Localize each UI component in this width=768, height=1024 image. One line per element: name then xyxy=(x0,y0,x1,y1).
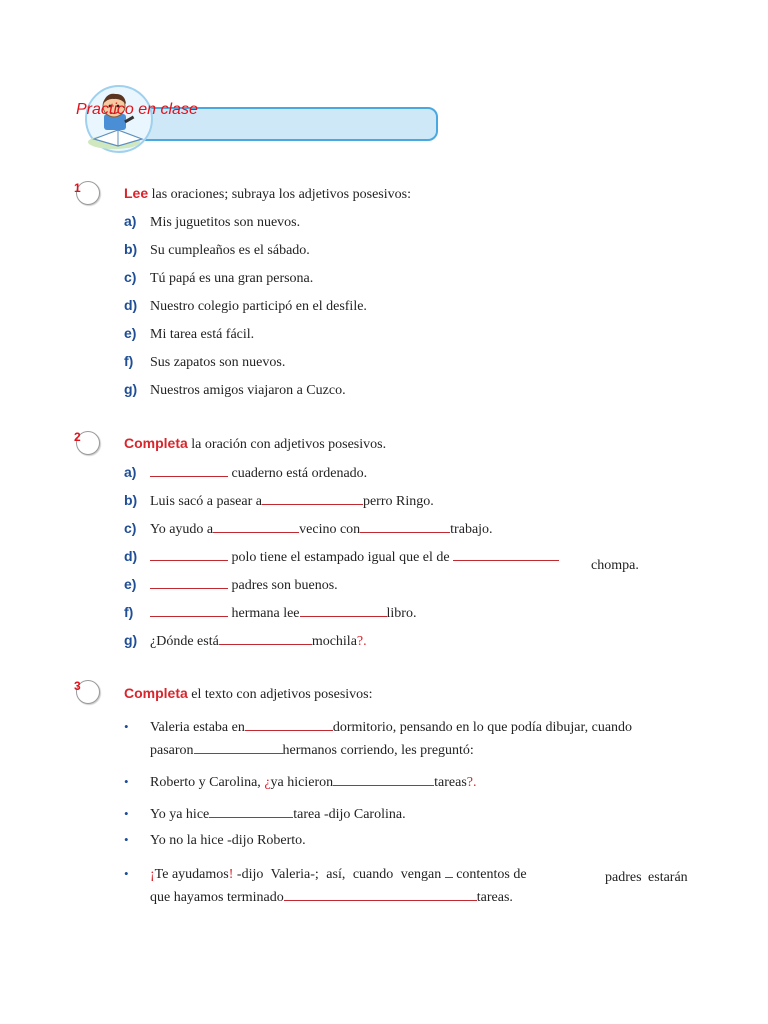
answer-blank[interactable] xyxy=(360,519,450,533)
item-text: Yo no la hice -dijo Roberto. xyxy=(150,833,306,848)
item-label: g) xyxy=(124,381,138,397)
item-text: que hayamos terminado xyxy=(150,890,284,905)
answer-blank[interactable] xyxy=(194,740,283,754)
item-text: hermana lee xyxy=(231,606,300,621)
answer-blank[interactable] xyxy=(219,631,312,645)
bullet-icon: • xyxy=(124,806,129,821)
item-text: contentos de xyxy=(456,867,527,882)
item-text: Mis juguetitos son nuevos. xyxy=(150,215,301,230)
item-label: g) xyxy=(124,632,138,648)
list-item xyxy=(124,297,367,315)
item-label: a) xyxy=(124,213,137,229)
item-label: b) xyxy=(124,241,138,257)
item-punctuation: ?. xyxy=(356,634,367,649)
item-punctuation: ¿ xyxy=(264,775,271,790)
item-text: tareas. xyxy=(476,890,513,905)
answer-blank[interactable] xyxy=(284,887,477,901)
answer-blank[interactable] xyxy=(209,804,293,818)
list-item xyxy=(124,381,346,399)
item-label: b) xyxy=(124,492,138,508)
list-item xyxy=(124,463,367,482)
instruction-text: la oración con adjetivos posesivos. xyxy=(191,437,387,452)
list-item xyxy=(124,241,310,259)
instruction-text: el texto con adjetivos posesivos: xyxy=(191,687,373,702)
answer-blank[interactable] xyxy=(150,547,228,561)
answer-blank[interactable] xyxy=(245,717,333,731)
item-label: d) xyxy=(124,548,138,564)
list-item xyxy=(124,325,254,343)
list-item xyxy=(124,631,367,650)
list-item xyxy=(124,772,477,791)
answer-blank[interactable] xyxy=(300,603,387,617)
list-item xyxy=(124,575,338,594)
list-item xyxy=(124,269,313,287)
item-text: Sus zapatos son nuevos. xyxy=(150,355,286,370)
item-text: tareas xyxy=(434,775,467,790)
item-label: d) xyxy=(124,297,138,313)
list-item xyxy=(124,491,434,510)
instruction-text: las oraciones; subraya los adjetivos posesivos: xyxy=(151,187,411,202)
item-label: c) xyxy=(124,269,137,285)
student-reading-icon xyxy=(84,84,154,154)
item-text: Mi tarea está fácil. xyxy=(150,327,255,342)
section-3-instruction xyxy=(124,685,373,703)
section-2-instruction xyxy=(124,435,386,453)
item-text: ya hicieron xyxy=(270,775,334,790)
item-text: Su cumpleaños es el sábado. xyxy=(150,243,310,258)
list-item-continuation xyxy=(150,887,513,906)
section-number: 3 xyxy=(74,679,81,693)
bullet-icon: • xyxy=(124,866,129,881)
item-text: mochila xyxy=(311,634,357,649)
bullet-icon: • xyxy=(124,774,129,789)
answer-blank[interactable] xyxy=(445,864,453,878)
answer-blank[interactable] xyxy=(150,463,228,477)
list-item xyxy=(124,864,527,883)
item-text: cuaderno está ordenado. xyxy=(231,466,368,481)
item-label: e) xyxy=(124,576,137,592)
item-label: e) xyxy=(124,325,137,341)
item-text: dormitorio, pensando en lo que podía dibujar, cuando xyxy=(332,720,633,735)
section-1-instruction xyxy=(124,185,411,203)
item-label: a) xyxy=(124,464,137,480)
list-item xyxy=(124,804,406,823)
list-item xyxy=(124,832,306,849)
answer-blank[interactable] xyxy=(333,772,434,786)
item-continuation: chompa. xyxy=(591,558,639,573)
item-label: f) xyxy=(124,604,134,620)
item-text: Luis sacó a pasear a xyxy=(150,494,262,509)
list-item-continuation xyxy=(150,740,474,759)
answer-blank[interactable] xyxy=(150,603,228,617)
answer-blank[interactable] xyxy=(262,491,363,505)
list-item xyxy=(124,213,300,231)
bullet-icon: • xyxy=(124,719,129,734)
list-item xyxy=(124,547,559,566)
item-text: libro. xyxy=(386,606,417,621)
list-item xyxy=(124,519,493,538)
item-punctuation: ?. xyxy=(466,775,477,790)
list-item xyxy=(124,717,632,736)
page-title: Practico en clase xyxy=(76,101,198,118)
item-text: trabajo. xyxy=(450,522,493,537)
item-label: c) xyxy=(124,520,137,536)
item-text: tarea -dijo Carolina. xyxy=(293,807,406,822)
item-text: Nuestros amigos viajaron a Cuzco. xyxy=(150,383,346,398)
item-text: padres son buenos. xyxy=(231,578,338,593)
item-text: polo tiene el estampado igual que el de xyxy=(231,550,450,565)
item-punctuation: ! xyxy=(228,867,234,882)
instruction-keyword: Lee xyxy=(124,185,149,201)
item-text: Yo ya hice xyxy=(150,807,210,822)
list-item xyxy=(124,603,416,622)
answer-blank[interactable] xyxy=(453,547,559,561)
item-text: hermanos corriendo, les preguntó: xyxy=(282,743,474,758)
instruction-keyword: Completa xyxy=(124,685,188,701)
item-text: Roberto y Carolina, xyxy=(150,775,265,790)
item-punctuation: ¡ xyxy=(150,867,155,882)
item-text: ¿Dónde está xyxy=(150,634,219,649)
answer-blank[interactable] xyxy=(150,575,228,589)
list-item xyxy=(124,353,285,371)
section-number: 2 xyxy=(74,430,81,444)
item-text: Yo ayudo a xyxy=(150,522,214,537)
item-text: Valeria estaba en xyxy=(150,720,245,735)
item-text: perro Ringo. xyxy=(362,494,434,509)
item-text: pasaron xyxy=(150,743,194,758)
item-label: f) xyxy=(124,353,134,369)
item-text: Nuestro colegio participó en el desfile. xyxy=(150,299,367,314)
answer-blank[interactable] xyxy=(213,519,299,533)
item-continuation: padres estarán xyxy=(605,870,688,885)
item-text: vecino con xyxy=(299,522,361,537)
bullet-icon: • xyxy=(124,832,129,847)
item-text: -dijo Valeria-; así, cuando vengan xyxy=(236,867,442,882)
item-text: Tú papá es una gran persona. xyxy=(150,271,314,286)
section-number: 1 xyxy=(74,181,81,195)
instruction-keyword: Completa xyxy=(124,435,188,451)
item-text: Te ayudamos xyxy=(154,867,229,882)
